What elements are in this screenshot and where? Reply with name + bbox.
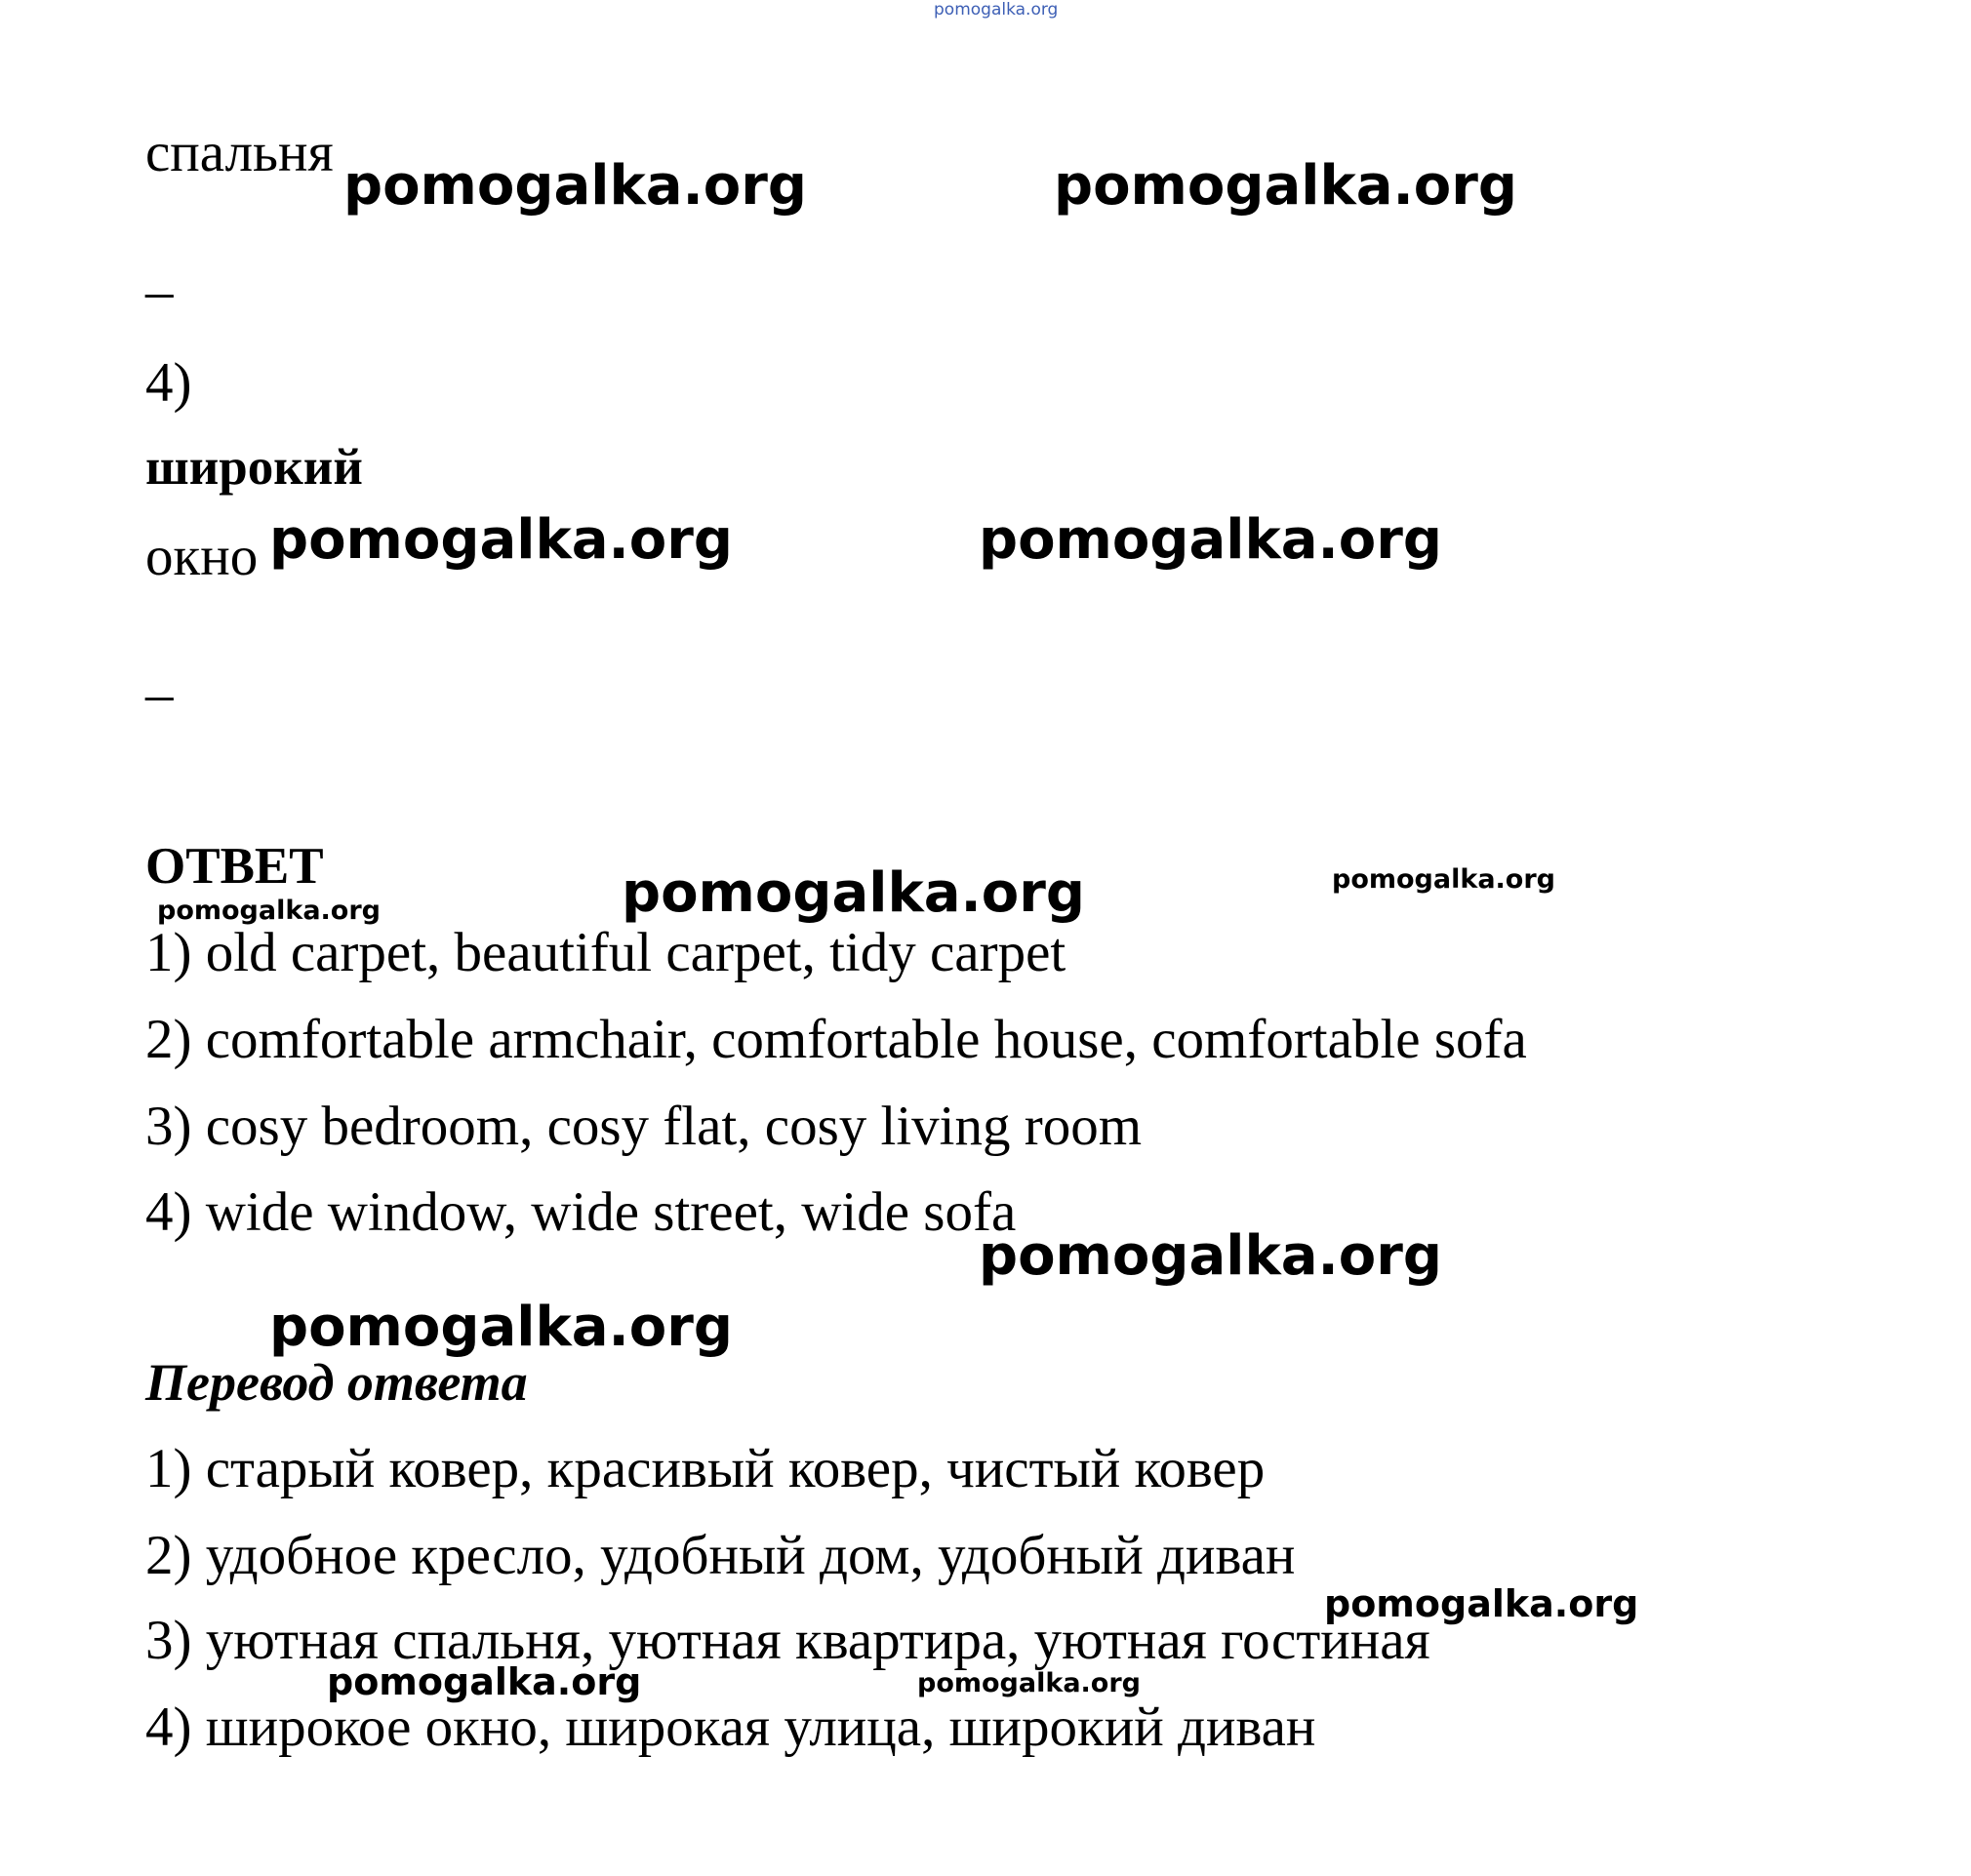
answer-line-3: 3) cosy bedroom, cosy flat, cosy living room [145, 1096, 1143, 1157]
dash-line: – [145, 663, 174, 725]
watermark: pomogalka.org [343, 154, 807, 218]
watermark-top: pomogalka.org [934, 0, 1059, 20]
watermark: pomogalka.org [1324, 1582, 1639, 1625]
answer-line-2: 2) comfortable armchair, comfortable house, comfortable sofa [145, 1009, 1527, 1070]
watermark: pomogalka.org [157, 896, 381, 926]
word-bedroom: спальня [145, 122, 334, 183]
answer-line-4: 4) wide window, wide street, wide sofa [145, 1181, 1017, 1243]
watermark: pomogalka.org [917, 1668, 1141, 1698]
answer-heading: ОТВЕТ [145, 838, 324, 895]
dash-line: – [145, 260, 174, 322]
answer-line-1: 1) old carpet, beautiful carpet, tidy carpet [145, 922, 1066, 983]
item-number: 4) [145, 352, 192, 414]
translation-line-1: 1) старый ковер, красивый ковер, чистый ковер [145, 1438, 1266, 1499]
watermark: pomogalka.org [269, 508, 733, 572]
watermark: pomogalka.org [269, 1296, 733, 1359]
translation-line-4: 4) широкое окно, широкая улица, широкий диван [145, 1696, 1316, 1758]
translation-line-2: 2) удобное кресло, удобный дом, удобный диван [145, 1525, 1296, 1586]
watermark: pomogalka.org [622, 861, 1085, 925]
translation-heading: Перевод ответа [145, 1353, 528, 1412]
watermark: pomogalka.org [979, 508, 1442, 572]
translation-line-3: 3) уютная спальня, уютная квартира, уютная гостиная [145, 1610, 1430, 1671]
adjective-wide: широкий [145, 439, 363, 496]
watermark: pomogalka.org [979, 1224, 1442, 1288]
watermark: pomogalka.org [1054, 154, 1517, 218]
word-window: окно [145, 526, 259, 587]
watermark: pomogalka.org [327, 1660, 642, 1703]
watermark: pomogalka.org [1332, 864, 1555, 895]
